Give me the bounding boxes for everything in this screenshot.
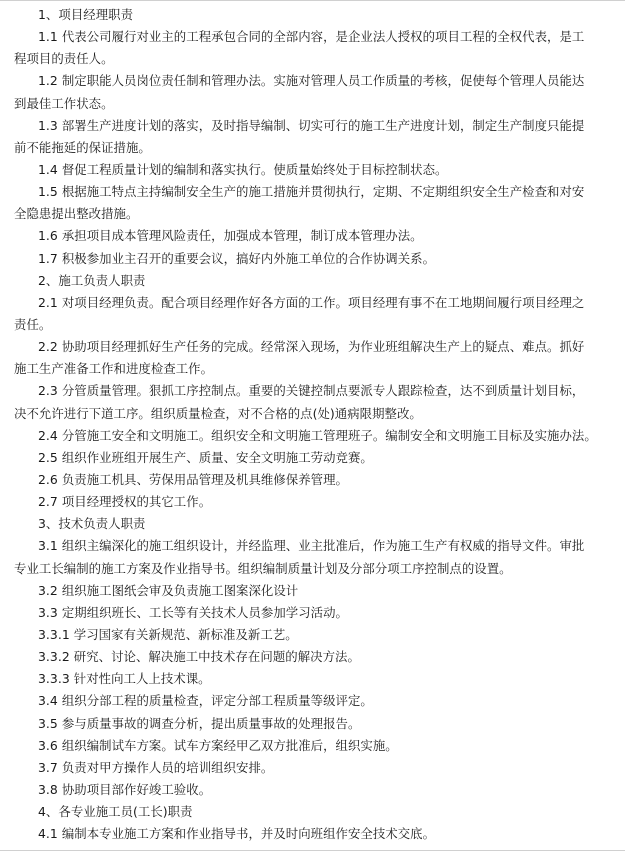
clause-continuation-line: 前不能拖延的保证措施。: [14, 139, 151, 155]
clause-continuation-line: 程项目的责任人。: [14, 51, 114, 67]
clause-line: 2.2 协助项目经理抓好生产任务的完成。经常深入现场，为作业班组解决生产上的疑点、难点。抓好: [38, 339, 585, 355]
clause-line: 3.2 组织施工图纸会审及负责施工图案深化设计: [38, 582, 299, 598]
clause-continuation-line: 专业工长编制的施工方案及作业指导书。组织编制质量计划及分部分项工序控制点的设置。: [14, 560, 512, 576]
clause-line: 2.3 分管质量管理。狠抓工序控制点。重要的关键控制点要派专人跟踪检查，达不到质量计划目标，: [38, 383, 585, 399]
top-divider: [0, 0, 625, 1]
clause-line: 3.3.3 针对性向工人上技术课。: [38, 671, 211, 687]
clause-line: 1.7 积极参加业主召开的重要会议，搞好内外施工单位的合作协调关系。: [38, 250, 436, 266]
clause-line: 1.2 制定职能人员岗位责任制和管理办法。实施对管理人员工作质量的考核，促使每个管理人员能达: [38, 73, 585, 89]
clause-line: 3.6 组织编制试车方案。试车方案经甲乙双方批准后，组织实施。: [38, 737, 398, 753]
clause-line: 2.7 项目经理授权的其它工作。: [38, 494, 212, 510]
clause-continuation-line: 到最佳工作状态。: [14, 95, 114, 111]
clause-line: 2.5 组织作业班组开展生产、质量、安全文明施工劳动竞赛。: [38, 449, 373, 465]
clause-line: 4.1 编制本专业施工方案和作业指导书，并及时向班组作安全技术交底。: [38, 826, 436, 842]
document-body: [0, 4, 625, 845]
clause-continuation-line: 全隐患提出整改措施。: [14, 206, 139, 222]
section-heading: 3、技术负责人职责: [38, 516, 146, 532]
clause-continuation-line: 决不允许进行下道工序。组织质量检查，对不合格的点(处)通病限期整改。: [14, 405, 422, 421]
clause-line: 1.5 根据施工特点主持编制安全生产的施工措施并贯彻执行，定期、不定期组织安全生产检查和对安: [38, 184, 585, 200]
clause-line: 3.3.1 学习国家有关新规范、新标准及新工艺。: [38, 626, 298, 642]
clause-line: 3.3.2 研究、讨论、解决施工中技术存在问题的解决方法。: [38, 649, 360, 665]
clause-line: 2.6 负责施工机具、劳保用品管理及机具维修保养管理。: [38, 471, 348, 487]
clause-line: 1.1 代表公司履行对业主的工程承包合同的全部内容，是企业法人授权的项目工程的全权代表，是工: [38, 29, 585, 45]
clause-line: 2.4 分管施工安全和文明施工。组织安全和文明施工管理班子。编制安全和文明施工目标及实施办法。: [38, 427, 597, 443]
clause-line: 1.3 部署生产进度计划的落实，及时指导编制、切实可行的施工生产进度计划，制定生产制度只能提: [38, 117, 585, 133]
clause-line: 3.8 协助项目部作好竣工验收。: [38, 781, 212, 797]
clause-continuation-line: 施工生产准备工作和进度检查工作。: [14, 361, 214, 377]
clause-line: 3.4 组织分部工程的质量检查，评定分部工程质量等级评定。: [38, 693, 373, 709]
clause-line: 3.5 参与质量事故的调查分析，提出质量事故的处理报告。: [38, 715, 361, 731]
clause-continuation-line: 责任。: [14, 316, 52, 332]
clause-line: 3.7 负责对甲方操作人员的培训组织安排。: [38, 759, 274, 775]
section-heading: 2、施工负责人职责: [38, 272, 146, 288]
clause-line: 2.1 对项目经理负责。配合项目经理作好各方面的工作。项目经理有事不在工地期间履行项目经理之: [38, 294, 585, 310]
clause-line: 1.4 督促工程质量计划的编制和落实执行。使质量始终处于目标控制状态。: [38, 161, 448, 177]
clause-line: 1.6 承担项目成本管理风险责任，加强成本管理，制订成本管理办法。: [38, 228, 423, 244]
section-heading: 4、各专业施工员(工长)职责: [38, 804, 193, 820]
clause-line: 3.1 组织主编深化的施工组织设计，并经监理、业主批准后，作为施工生产有权威的指导文件。审批: [38, 538, 585, 554]
clause-line: 3.3 定期组织班长、工长等有关技术人员参加学习活动。: [38, 604, 348, 620]
section-heading: 1、项目经理职责: [38, 7, 134, 22]
